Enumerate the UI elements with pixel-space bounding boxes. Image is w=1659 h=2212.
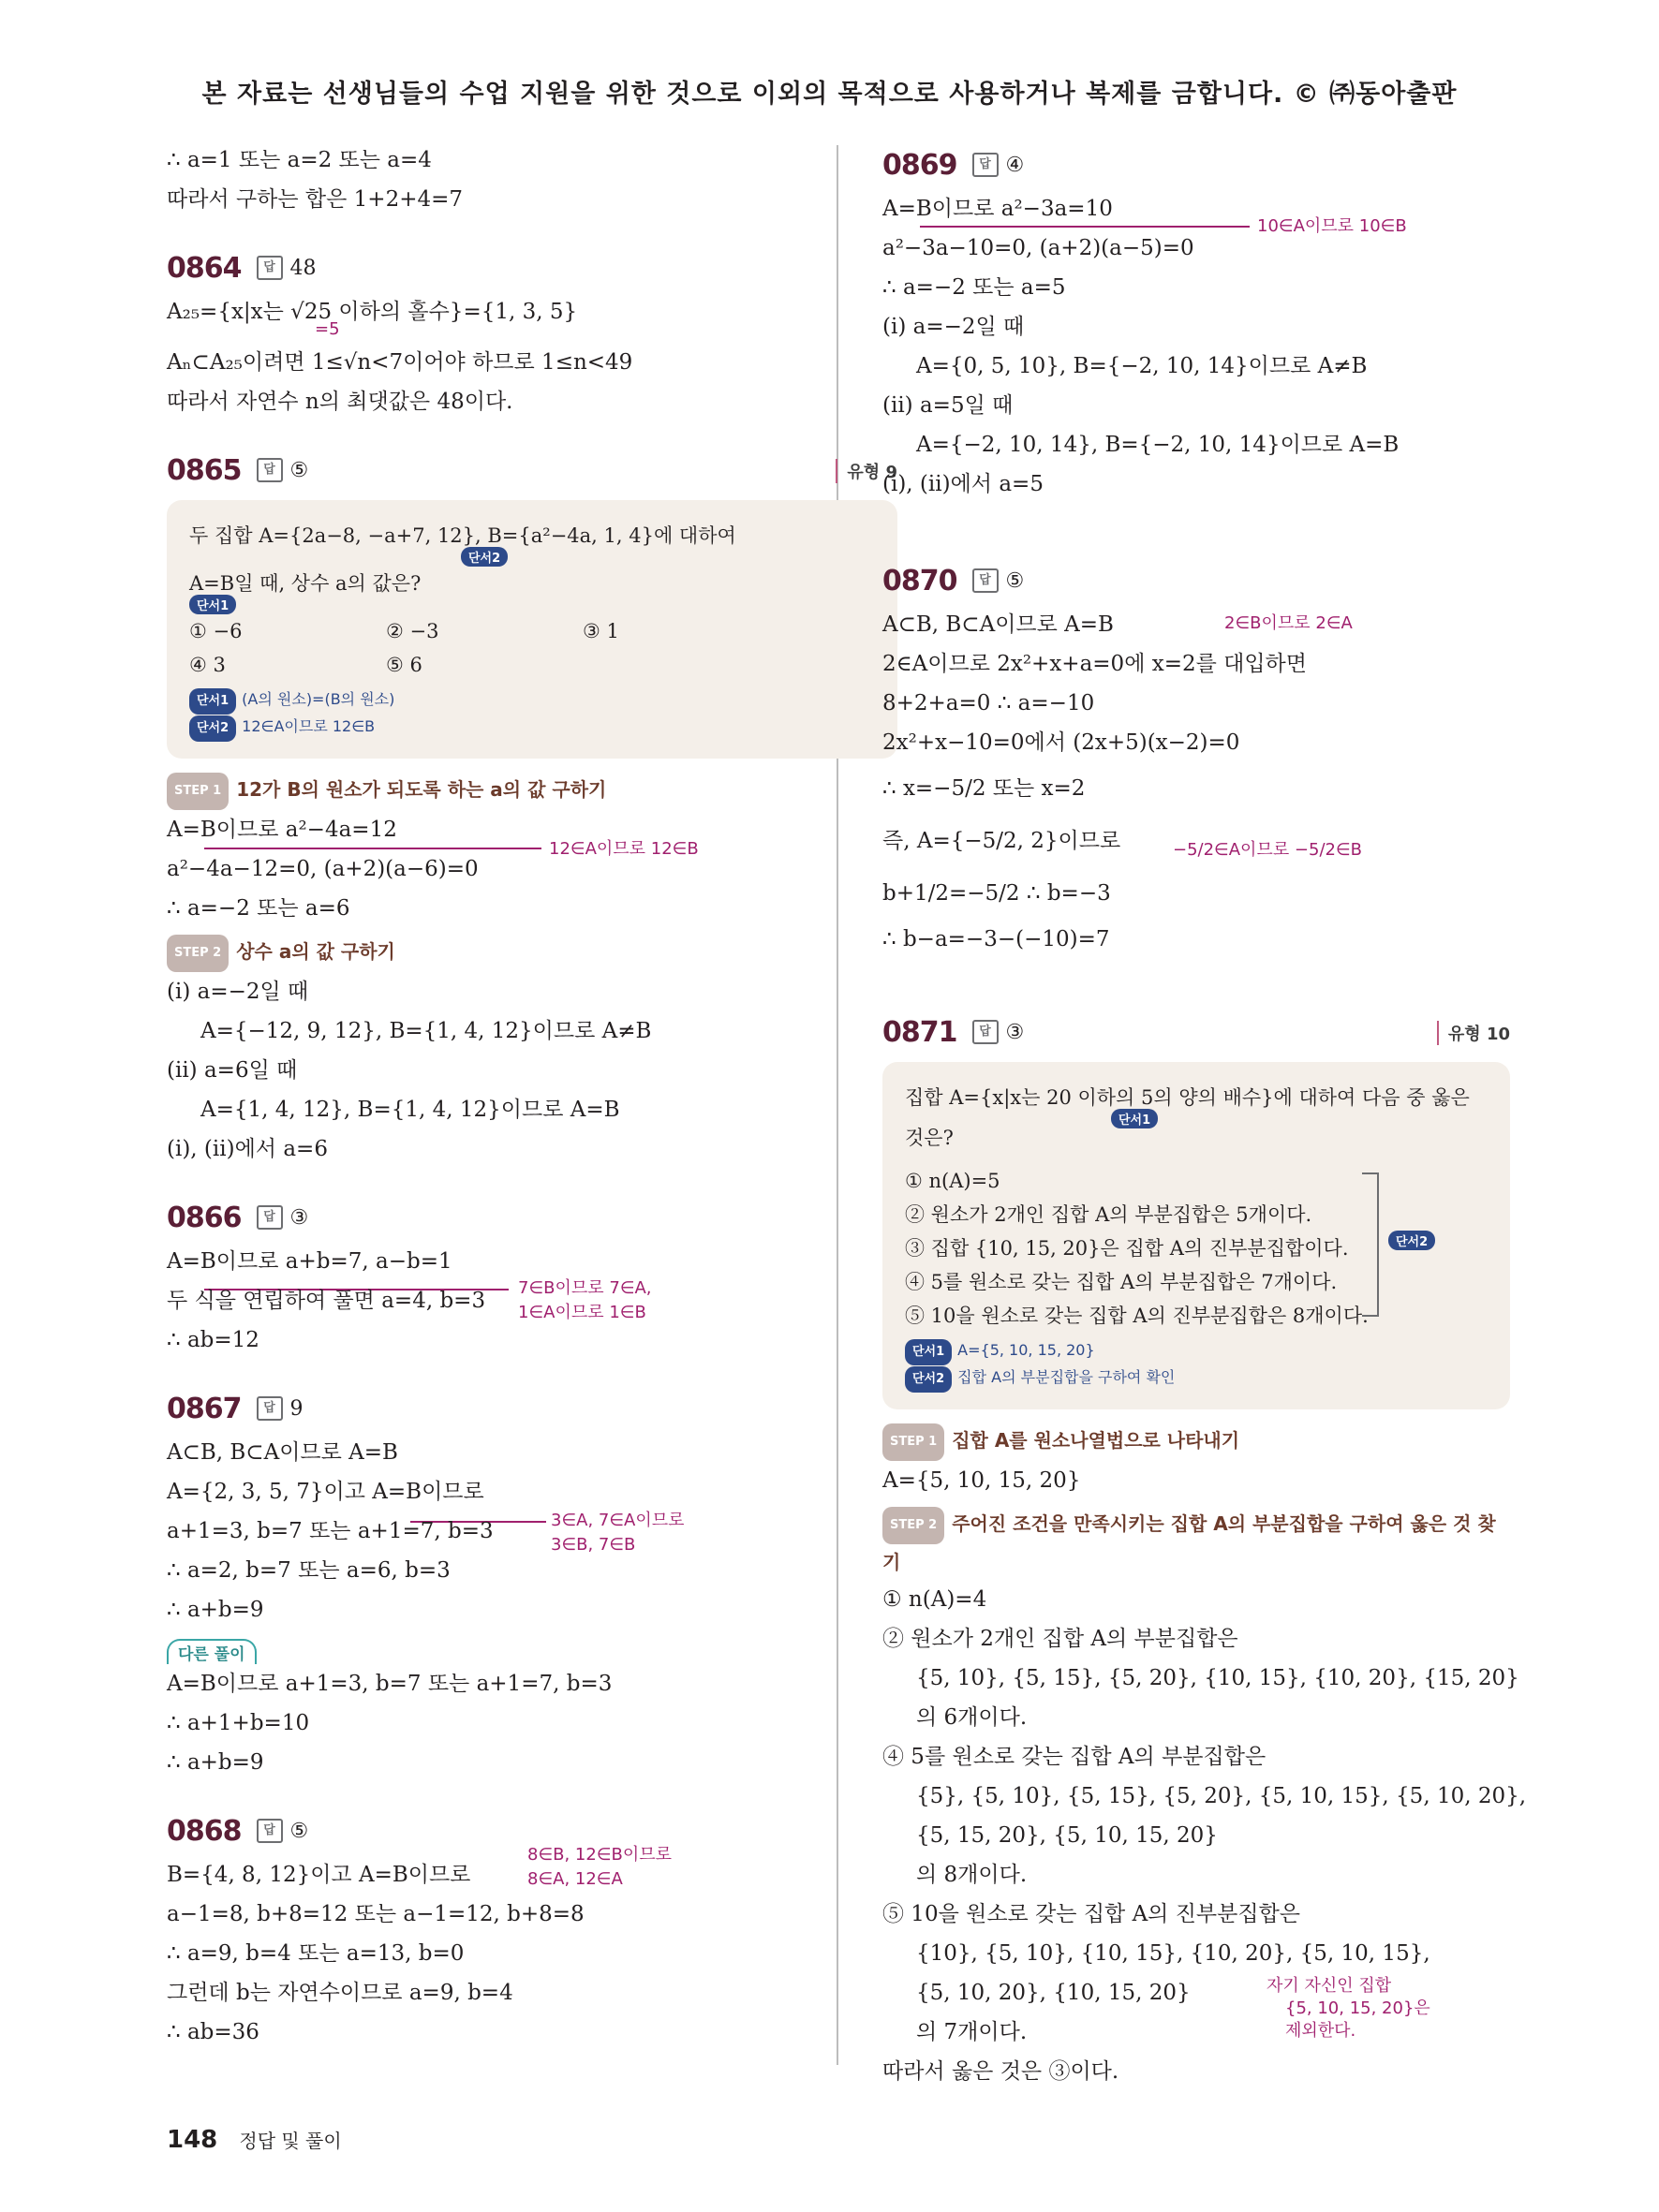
problem-number: 0870 (882, 564, 957, 597)
problem-header (882, 140, 1510, 189)
text-line: ④ 5를 원소로 갖는 집합 A의 부분집합은 (882, 1745, 1266, 1769)
text-line: A₂₅={x|x는 √25 이하의 홀수}={1, 3, 5} (167, 300, 578, 324)
hint-tag: 단서2 (461, 547, 508, 567)
step-heading (167, 934, 897, 972)
answer-value: ④ (1005, 153, 1025, 177)
problem-type: 유형 10 (1437, 1021, 1510, 1045)
annotation: 자기 자신인 집합 (1266, 1976, 1392, 1996)
text-line: ∴ a+b=9 (167, 1598, 264, 1622)
text-line: (ii) a=6일 때 (167, 1058, 298, 1083)
choice: ① n(A)=5 (905, 1170, 1000, 1192)
question-text: 두 집합 A={2a−8, −a+7, 12}, B={a²−4a, 1, 4}에 대하여 (189, 524, 736, 547)
text-line: 두 식을 연립하여 풀면 a=4, b=3 (167, 1289, 486, 1313)
text-line: A={2, 3, 5, 7}이고 A=B이므로 (167, 1480, 484, 1504)
answer-badge: 답 (257, 458, 283, 482)
text-line: A={−2, 10, 14}, B={−2, 10, 14}이므로 A=B (916, 433, 1400, 457)
step-pill: STEP 1 (882, 1423, 944, 1461)
text-line: A=B이므로 a²−4a=12 (167, 818, 397, 842)
text-line: ∴ a+b=9 (167, 1750, 264, 1775)
text-line: a−1=8, b+8=12 또는 a−1=12, b+8=8 (167, 1902, 585, 1926)
copyright-notice: 본 자료는 선생님들의 수업 지원을 위한 것으로 이외의 목적으로 사용하거나 복제를 금합니다. © ㈜동아출판 (201, 80, 1458, 109)
step-heading (882, 1423, 1510, 1461)
choice: ⑤ 6 (386, 654, 422, 676)
hint-text: 12∈A이므로 12∈B (242, 717, 376, 735)
text-line: ∴ a=2, b=7 또는 a=6, b=3 (167, 1558, 451, 1583)
text-line: ∴ a=−2 또는 a=5 (882, 275, 1066, 300)
text-line: A={5, 10, 15, 20} (882, 1468, 1081, 1493)
problem-header (882, 556, 1510, 605)
text-line: ② 원소가 2개인 집합 A의 부분집합은 (882, 1627, 1238, 1651)
text-line: ∴ b−a=−3−(−10)=7 (882, 927, 1110, 951)
text-line: ∴ x=−5/2 또는 x=2 (882, 776, 1086, 801)
problem-number: 0864 (167, 251, 242, 285)
choice: ④ 3 (189, 654, 226, 676)
answer-badge: 답 (257, 256, 283, 280)
page-footer (167, 2126, 342, 2154)
step-pill: STEP 2 (167, 935, 229, 972)
text-line: 그런데 b는 자연수이므로 a=9, b=4 (167, 1981, 513, 2005)
annotation: 3∈B, 7∈B (551, 1535, 636, 1555)
page-number: 148 (167, 2126, 218, 2154)
text-line: ∴ ab=36 (167, 2020, 259, 2044)
text-line: ∴ a=1 또는 a=2 또는 a=4 (167, 148, 432, 172)
annotation: 2∈B이므로 2∈A (1224, 613, 1353, 633)
step-text: 상수 a의 값 구하기 (236, 940, 395, 963)
annotation: −5/2∈A이므로 −5/2∈B (1173, 840, 1363, 860)
text-line: a²−3a−10=0, (a+2)(a−5)=0 (882, 236, 1194, 260)
text-line: A⊂B, B⊂A이므로 A=B (167, 1440, 398, 1465)
problem-header (167, 243, 897, 292)
annotation: 3∈A, 7∈A이므로 (551, 1511, 685, 1530)
hint-tag: 단서1 (189, 688, 236, 715)
problem-number: 0869 (882, 148, 957, 182)
problem-header (882, 1008, 1510, 1056)
text-line: 2∈A이므로 2x²+x+a=0에 x=2를 대입하면 (882, 652, 1307, 676)
text-line: A={1, 4, 12}, B={1, 4, 12}이므로 A=B (200, 1098, 620, 1122)
hint-text: 집합 A의 부분집합을 구하여 확인 (957, 1368, 1176, 1386)
hint-text: A={5, 10, 15, 20} (957, 1341, 1095, 1359)
text-line: B={4, 8, 12}이고 A=B이므로 (167, 1863, 471, 1887)
left-column (167, 140, 897, 2052)
annotation: {5, 10, 15, 20}은 (1285, 1998, 1430, 2018)
text-line: A={0, 5, 10}, B={−2, 10, 14}이므로 A≠B (916, 354, 1368, 378)
text-line: b+1/2=−5/2 ∴ b=−3 (882, 881, 1111, 906)
annotation: 8∈B, 12∈B이므로 (527, 1845, 673, 1865)
text-line: {10}, {5, 10}, {10, 15}, {10, 20}, {5, 10, 15}, (916, 1941, 1430, 1966)
choice: ② −3 (386, 620, 439, 642)
question-box (882, 1062, 1510, 1409)
answer-value: 9 (289, 1396, 304, 1421)
problem-number: 0871 (882, 1015, 957, 1049)
choice: ① −6 (189, 620, 243, 642)
hint-tag: 단서2 (905, 1366, 952, 1393)
text-line: A=B이므로 a+b=7, a−b=1 (167, 1249, 452, 1274)
text-line: 따라서 옳은 것은 ③이다. (882, 2059, 1119, 2084)
problem-number: 0868 (167, 1814, 242, 1848)
footer-label: 정답 및 풀이 (239, 2130, 342, 2152)
answer-badge: 답 (972, 568, 999, 593)
text-line: 8+2+a=0 ∴ a=−10 (882, 691, 1095, 715)
step-text: 12가 B의 원소가 되도록 하는 a의 값 구하기 (236, 778, 607, 801)
answer-value: ⑤ (289, 1819, 309, 1843)
text-line: ∴ a+1+b=10 (167, 1711, 310, 1735)
choices-row (189, 614, 875, 648)
text-line: (i), (ii)에서 a=6 (167, 1137, 328, 1161)
step-pill: STEP 1 (167, 773, 229, 810)
text-line: 따라서 구하는 합은 1+2+4=7 (167, 187, 464, 212)
answer-badge: 답 (257, 1819, 283, 1843)
text-line: A=B이므로 a+1=3, b=7 또는 a+1=7, b=3 (167, 1672, 613, 1696)
annotation: 1∈A이므로 1∈B (518, 1303, 646, 1322)
step-heading (167, 772, 897, 810)
text-line: 즉, A={−5/2, 2}이므로 (882, 829, 1121, 853)
annotation: 10∈A이므로 10∈B (1257, 216, 1407, 236)
choice: ③ 집합 {10, 15, 20}은 집합 A의 진부분집합이다. (905, 1237, 1349, 1260)
answer-badge: 답 (972, 1020, 999, 1044)
problem-number: 0866 (167, 1201, 242, 1234)
text-line: {5, 10, 20}, {10, 15, 20} (916, 1981, 1191, 2005)
text-line: 따라서 자연수 n의 최댓값은 48이다. (167, 390, 513, 414)
hint-tag: 단서2 (1388, 1231, 1435, 1250)
choice: ② 원소가 2개인 집합 A의 부분집합은 5개이다. (905, 1203, 1312, 1226)
text-line: {5}, {5, 10}, {5, 15}, {5, 20}, {5, 10, 15}, {5, 10, 20}, (916, 1784, 1527, 1808)
question-box (167, 500, 897, 759)
step-text: 집합 A를 원소나열법으로 나타내기 (952, 1429, 1240, 1452)
text-line: ∴ a=−2 또는 a=6 (167, 896, 350, 921)
text-line: 의 8개이다. (916, 1863, 1028, 1887)
problem-header (167, 1193, 897, 1242)
problem-header (167, 1384, 897, 1433)
step-pill: STEP 2 (882, 1507, 944, 1544)
text-line: (i) a=−2일 때 (882, 315, 1025, 339)
answer-badge: 답 (257, 1396, 283, 1421)
answer-value: ⑤ (289, 458, 309, 482)
text-line: (i) a=−2일 때 (167, 980, 309, 1004)
text-line: 의 6개이다. (916, 1705, 1028, 1730)
text-line: A=B이므로 a²−3a=10 (882, 197, 1113, 221)
hint-tag: 단서1 (905, 1339, 952, 1365)
choice: ③ 1 (583, 620, 619, 642)
choice: ⑤ 10을 원소로 갖는 집합 A의 진부분집합은 8개이다. (905, 1305, 1369, 1327)
answer-badge: 답 (972, 153, 999, 177)
hint-tag: 단서1 (1111, 1109, 1158, 1128)
alt-solution-label: 다른 풀이 (167, 1639, 257, 1664)
text-line: (i), (ii)에서 a=5 (882, 472, 1044, 496)
answer-value: ⑤ (1005, 568, 1025, 593)
answer-value: 48 (289, 256, 317, 280)
text-line: 의 7개이다. (916, 2020, 1028, 2044)
annotation: 8∈A, 12∈A (527, 1869, 623, 1889)
text-line: (ii) a=5일 때 (882, 393, 1014, 418)
hint-tag: 단서1 (189, 595, 236, 614)
choices-row (189, 648, 875, 682)
text-line: {5, 15, 20}, {5, 10, 15, 20} (916, 1823, 1218, 1848)
text-line: ⑤ 10을 원소로 갖는 집합 A의 진부분집합은 (882, 1902, 1301, 1926)
question-text: 집합 A={x|x는 20 이하의 5의 양의 배수}에 대하여 다음 중 옳은 (905, 1086, 1470, 1109)
text-line: {5, 10}, {5, 15}, {5, 20}, {10, 15}, {10, 20}, {15, 20} (916, 1666, 1519, 1690)
hint-tag: 단서2 (189, 715, 236, 742)
annotation-arrow (920, 226, 1250, 228)
text-line: 2x²+x−10=0에서 (2x+5)(x−2)=0 (882, 730, 1240, 755)
problem-number: 0865 (167, 453, 242, 487)
text-line: Aₙ⊂A₂₅이려면 1≤√n<7이어야 하므로 1≤n<49 (167, 350, 633, 375)
problem-number: 0867 (167, 1392, 242, 1425)
step-text: 주어진 조건을 만족시키는 집합 A의 부분집합을 구하여 옳은 것 찾기 (882, 1512, 1496, 1573)
answer-value: ③ (1005, 1020, 1025, 1044)
answer-badge: 답 (257, 1205, 283, 1230)
answer-value: ③ (289, 1205, 309, 1230)
text-line: A={−12, 9, 12}, B={1, 4, 12}이므로 A≠B (200, 1019, 652, 1043)
choice: ④ 5를 원소로 갖는 집합 A의 부분집합은 7개이다. (905, 1271, 1338, 1293)
text-line: ∴ ab=12 (167, 1328, 259, 1352)
annotation: 7∈B이므로 7∈A, (518, 1278, 652, 1298)
text-line: a²−4a−12=0, (a+2)(a−6)=0 (167, 857, 479, 881)
choice-bracket (1362, 1172, 1379, 1317)
right-column (882, 140, 1527, 2091)
question-text: A=B일 때, 상수 a의 값은? (189, 572, 422, 595)
problem-type: 유형 9 (836, 459, 897, 483)
text-line: ① n(A)=4 (882, 1587, 987, 1612)
annotation: 12∈A이므로 12∈B (549, 839, 699, 859)
text-line: A⊂B, B⊂A이므로 A=B (882, 612, 1114, 637)
annotation: =5 (315, 319, 340, 339)
step-heading (882, 1506, 1510, 1580)
text-line: ∴ a=9, b=4 또는 a=13, b=0 (167, 1941, 465, 1966)
problem-header (167, 446, 897, 494)
text-line: a+1=3, b=7 또는 a+1=7, b=3 (167, 1519, 494, 1543)
question-text: 것은? (905, 1127, 954, 1149)
hint-text: (A의 원소)=(B의 원소) (242, 690, 395, 708)
annotation: 제외한다. (1285, 2021, 1356, 2041)
